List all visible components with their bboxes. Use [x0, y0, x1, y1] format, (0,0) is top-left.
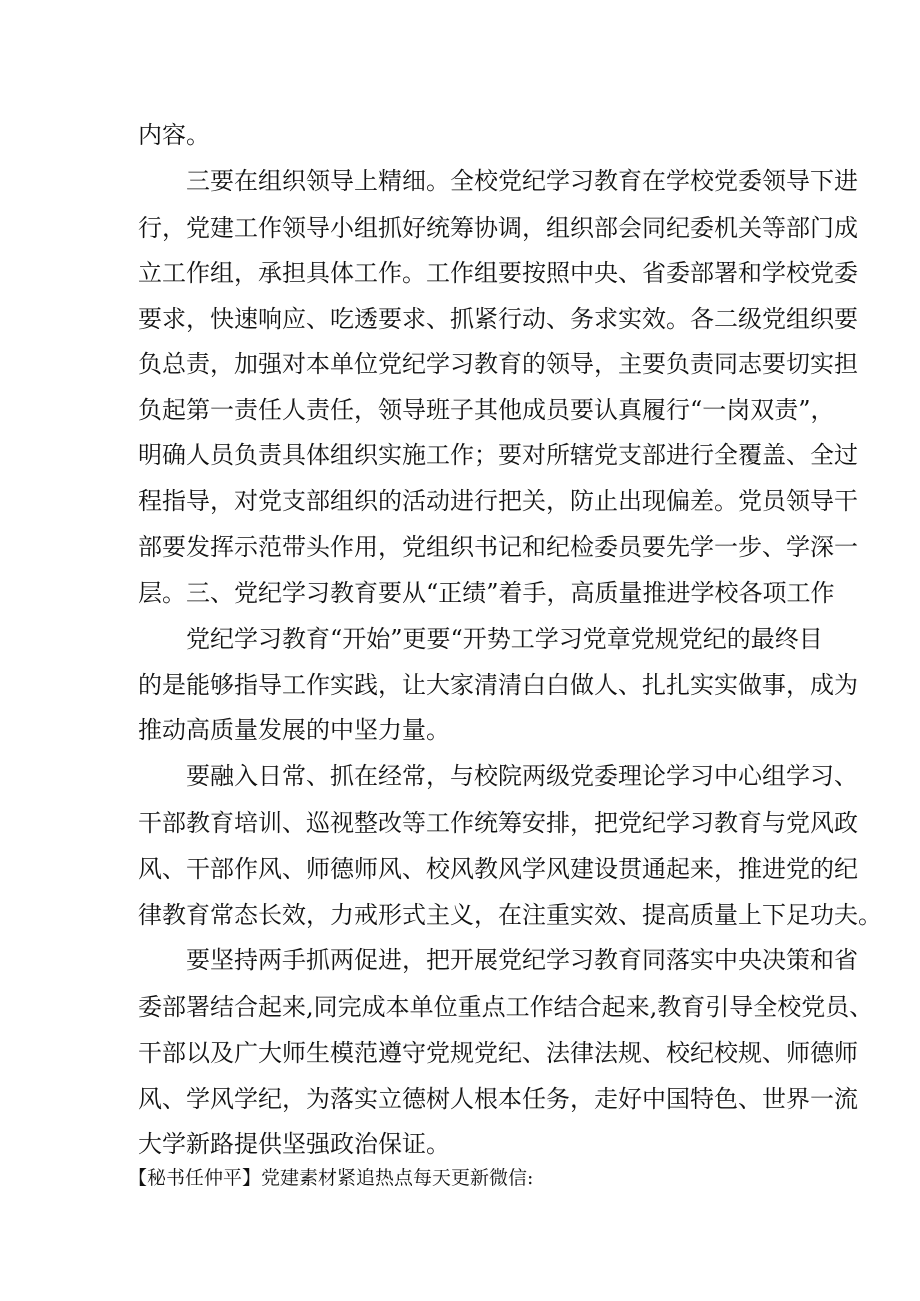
text-line-1: 内容。 — [138, 121, 210, 149]
text-line-12: 党纪学习教育“开始”更要“开势工学习党章党规党纪的最终目 — [186, 625, 823, 653]
text-line-17: 风、干部作风、师德师风、校风教风学风建设贯通起来，推进党的纪 — [138, 855, 858, 883]
text-line-21: 干部以及广大师生模范遵守党规党纪、法律法规、校纪校规、师德师 — [138, 1039, 858, 1067]
text-line-4: 立工作组，承担具体工作。工作组要按照中央、省委部署和学校党委 — [138, 259, 858, 287]
text-line-2: 三要在组织领导上精细。全校党纪学习教育在学校党委领导下进 — [186, 167, 858, 195]
text-line-19: 要坚持两手抓两促进，把开展党纪学习教育同落实中央决策和省 — [186, 946, 858, 974]
text-line-23: 大学新路提供坚强政治保证。 — [138, 1130, 450, 1158]
text-line-20: 委部署结合起来,同完成本单位重点工作结合起来,教育引导全校党员、 — [138, 993, 874, 1021]
text-line-9: 程指导，对党支部组织的活动进行把关，防止出现偏差。党员领导干 — [138, 487, 858, 515]
text-line-16: 干部教育培训、巡视整改等工作统筹安排，把党纪学习教育与党风政 — [138, 809, 858, 837]
text-line-7: 负起第一责任人责任，领导班子其他成员要认真履行“一岗双责”， — [138, 396, 835, 424]
text-line-8: 明确人员负责具体组织实施工作；要对所辖党支部进行全覆盖、全过 — [138, 441, 858, 469]
text-line-5: 要求，快速响应、吃透要求、抓紧行动、务求实效。各二级党组织要 — [138, 305, 858, 333]
footer-note: 【秘书任仲平】党建素材紧追热点每天更新微信: — [128, 1167, 534, 1189]
text-line-6: 负总责，加强对本单位党纪学习教育的领导，主要负责同志要切实担 — [138, 350, 858, 378]
text-line-3: 行，党建工作领导小组抓好统筹协调，组织部会同纪委机关等部门成 — [138, 214, 858, 242]
text-line-14: 推动高质量发展的中坚力量。 — [138, 716, 450, 744]
text-line-22: 风、学风学纪，为落实立德树人根本任务，走好中国特色、世界一流 — [138, 1085, 858, 1113]
text-line-13: 的是能够指导工作实践，让大家清清白白做人、扎扎实实做事，成为 — [138, 671, 858, 699]
text-line-18: 律教育常态长效，力戒形式主义，在注重实效、提高质量上下足功夫。 — [138, 901, 882, 929]
text-line-10: 部要发挥示范带头作用，党组织书记和纪检委员要先学一步、学深一 — [138, 533, 858, 561]
text-line-15: 要融入日常、抓在经常，与校院两级党委理论学习中心组学习、 — [186, 762, 858, 790]
text-line-11: 层。三、党纪学习教育要从“正绩”着手，高质量推进学校各项工作 — [138, 579, 835, 607]
